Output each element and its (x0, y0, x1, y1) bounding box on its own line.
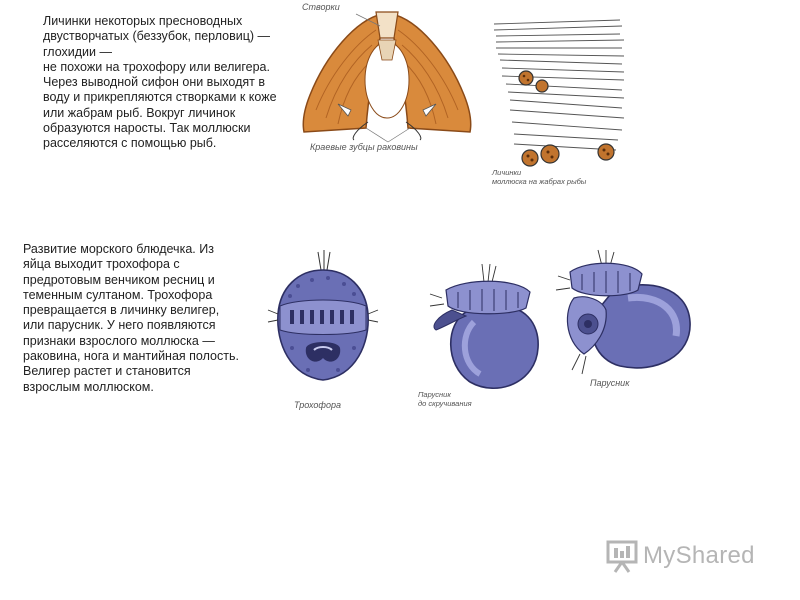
shell-teeth-label: Краевые зубцы раковины (310, 142, 418, 152)
glochidium-illustration (296, 0, 476, 160)
text-line: двустворчатых (беззубок, перловиц) — (43, 29, 271, 44)
text-line: Велигер растет и становится (23, 364, 191, 379)
text-line: яйца выходит трохофора с (23, 257, 180, 272)
text-line: взрослым моллюском. (23, 379, 154, 394)
text-line: предротовым венчиком ресниц и (23, 272, 215, 287)
veliger-pre-torsion-illustration (426, 264, 546, 394)
gill-larvae-illustration (488, 18, 628, 178)
valves-label: Створки (302, 2, 340, 12)
trochophore-illustration (268, 248, 378, 398)
text-line: глохидии — (43, 44, 112, 59)
gill-label-line: Личинки (492, 168, 522, 177)
veliger-pre-torsion-label (418, 390, 538, 408)
veliger-illustration (556, 250, 696, 390)
trochophore-figure (268, 248, 378, 410)
glochidium-figure (296, 0, 476, 160)
veliger-label-line: до скручивания (418, 399, 472, 408)
text-line: признаки взрослого моллюска — (23, 333, 215, 348)
text-line: расселяются с помощью рыб. (43, 136, 217, 151)
text-line: не похожи на трохофору или велигера. (43, 59, 270, 74)
logo-text: MyShared (643, 542, 755, 569)
text-line: превращается в личинку велигер, (23, 303, 220, 318)
text-line: теменным султаном. Трохофора (23, 287, 213, 302)
glochidia-paragraph (43, 14, 293, 152)
text-line: воду и прикрепляются створками к коже (43, 90, 277, 105)
veliger-pre-torsion-figure (418, 264, 546, 408)
limpet-development-paragraph (23, 242, 273, 395)
text-line: Личинки некоторых пресноводных (43, 14, 243, 28)
text-line: или жабрам рыб. Вокруг личинок (43, 105, 236, 120)
trochophore-label: Трохофора (294, 400, 342, 410)
veliger-label-line: Парусник (418, 390, 451, 399)
myshared-logo (605, 536, 755, 576)
gill-larvae-label (492, 168, 632, 186)
gill-larvae-figure (488, 18, 628, 186)
presentation-board-icon (605, 538, 639, 574)
text-line: раковина, нога и мантийная полость. (23, 349, 239, 364)
veliger-figure (556, 250, 696, 390)
veliger-label: Парусник (590, 378, 630, 388)
text-line: образуются наросты. Так моллюски (43, 121, 251, 136)
gill-label-line: моллюска на жабрах рыбы (492, 177, 587, 186)
text-line: или парусник. У него появляются (23, 318, 216, 333)
text-line: Развитие морского блюдечка. Из (23, 242, 214, 256)
text-line: Через выводной сифон они выходят в (43, 75, 265, 90)
